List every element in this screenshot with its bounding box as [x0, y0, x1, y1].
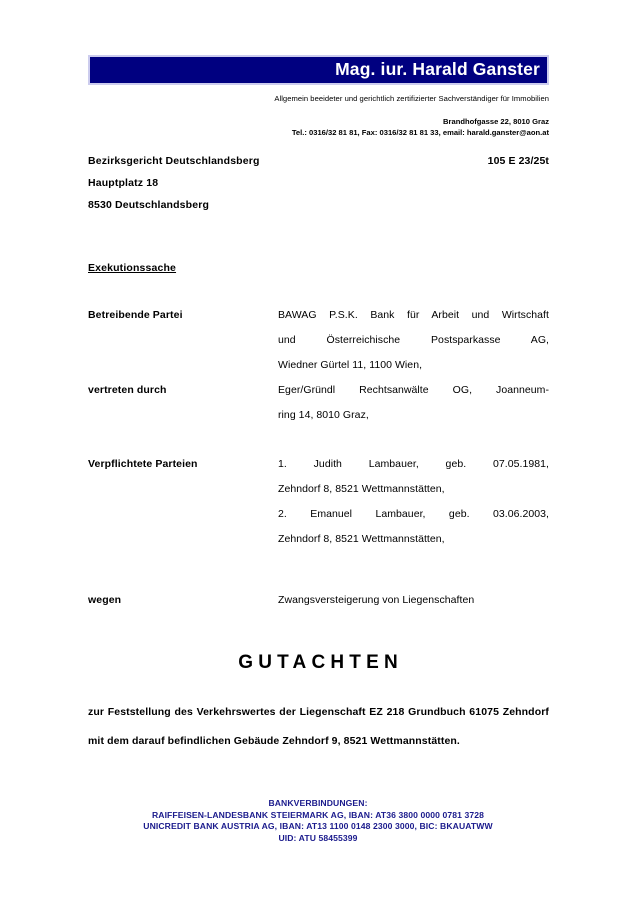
- party-line: 1. Judith Lambauer, geb. 07.05.1981,: [278, 458, 549, 470]
- party-label-representative: vertreten durch: [88, 384, 167, 396]
- footer-bank-raiffeisen: RAIFFEISEN-LANDESBANK STEIERMARK AG, IBAN: AT36 3800 0000 0781 3728: [151, 809, 485, 820]
- block-spacer: [88, 428, 549, 452]
- party-line: Eger/Gründl Rechtsanwälte OG, Joanneum-: [278, 384, 549, 396]
- case-number: 105 E 23/25t: [487, 155, 549, 167]
- court-city: 8530 Deutschlandsberg: [88, 199, 210, 211]
- party-line: BAWAG P.S.K. Bank für Arbeit und Wirtschaft: [278, 309, 549, 321]
- party-row-subject: [88, 588, 549, 613]
- party-value-subject: [278, 588, 549, 613]
- footer-heading: BANKVERBINDUNGEN:: [268, 798, 368, 808]
- footer-uid: UID: ATU 58455399: [278, 832, 358, 843]
- footer-bank-unicredit: UNICREDIT BANK AUSTRIA AG, IBAN: AT13 1100 0148 2300 3000, BIC: BKAUATWW: [143, 821, 493, 832]
- party-line: und Österreichische Postsparkasse AG,: [278, 334, 549, 346]
- party-line: Zwangsversteigerung von Liegenschaften: [278, 594, 475, 606]
- parties-block: [88, 303, 549, 613]
- party-row-representative: [88, 378, 549, 428]
- matter-heading: Exekutionssache: [88, 262, 177, 274]
- party-value-debtors: [278, 452, 549, 552]
- expert-qualification: Allgemein beeideter und gerichtlich zertifizierter Sachverständiger für Immobilien: [274, 94, 549, 103]
- court-address-block: [88, 150, 549, 216]
- party-label-creditor: Betreibende Partei: [88, 309, 183, 321]
- party-label-debtors: Verpflichtete Parteien: [88, 458, 198, 470]
- party-line: ring 14, 8010 Graz,: [278, 409, 369, 421]
- report-title: GUTACHTEN: [238, 652, 403, 673]
- court-name-row: [88, 150, 549, 172]
- party-line: 2. Emanuel Lambauer, geb. 03.06.2003,: [278, 508, 549, 520]
- party-row-creditor: [88, 303, 549, 378]
- party-line: Zehndorf 8, 8521 Wettmannstätten,: [278, 483, 445, 495]
- report-description: zur Feststellung des Verkehrswertes der Liegenschaft EZ 218 Grundbuch 61075 Zehndorf mit dem darauf befindlichen Gebäude Zehndorf 9, 8521 Wettmannstätten.: [88, 706, 549, 747]
- phone-fax-email: Tel.: 0316/32 81 81, Fax: 0316/32 81 81 33, email: harald.ganster@aon.at: [291, 128, 549, 137]
- court-street: Hauptplatz 18: [88, 177, 159, 189]
- party-label-subject: wegen: [88, 594, 122, 606]
- party-line: Zehndorf 8, 8521 Wettmannstätten,: [278, 533, 445, 545]
- office-address: Brandhofgasse 22, 8010 Graz: [443, 117, 549, 126]
- party-row-debtors: [88, 452, 549, 552]
- bank-details-footer: [0, 798, 636, 844]
- party-value-representative: [278, 378, 549, 428]
- party-line: Wiedner Gürtel 11, 1100 Wien,: [278, 359, 423, 371]
- court-name: Bezirksgericht Deutschlandsberg: [88, 155, 260, 167]
- contact-block: [88, 116, 549, 138]
- block-spacer: [88, 552, 549, 588]
- party-value-creditor: [278, 303, 549, 378]
- expert-name: Mag. iur. Harald Ganster: [335, 59, 540, 80]
- letterhead: [88, 55, 549, 138]
- expert-name-bar: [88, 55, 549, 85]
